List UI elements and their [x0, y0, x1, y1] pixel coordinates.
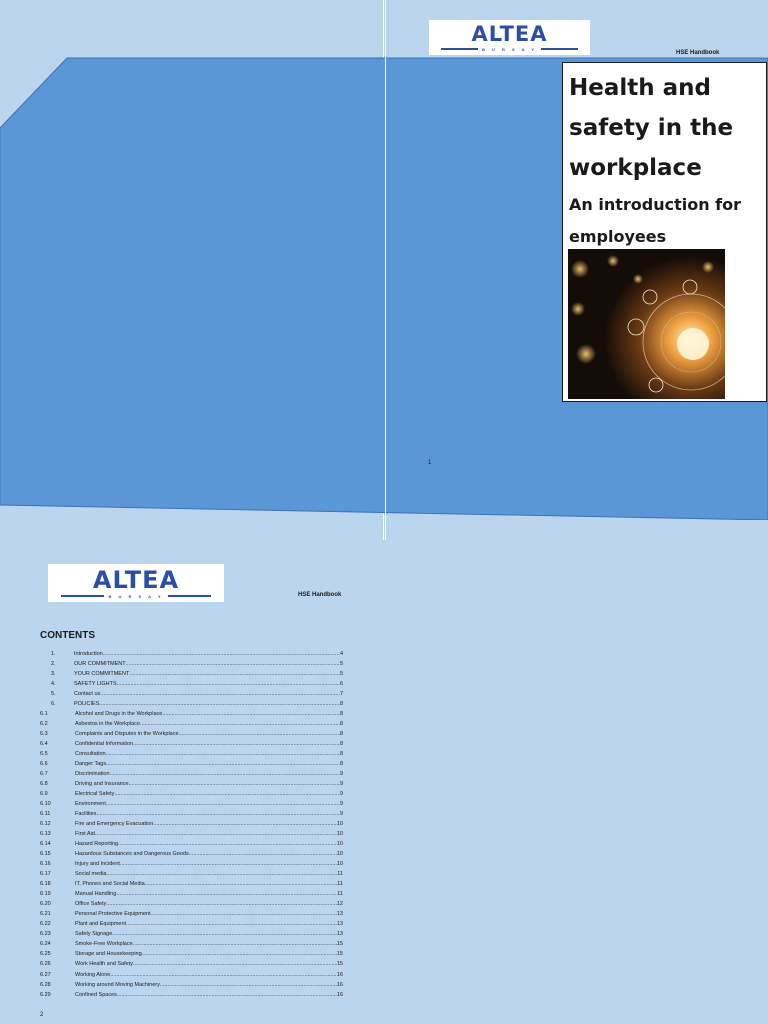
page-number: 1	[428, 460, 432, 466]
toc-entry[interactable]	[40, 809, 343, 819]
cover-title-line: safety in the	[569, 115, 734, 141]
toc-entry-number: 6.24	[40, 941, 51, 948]
logo-tagline	[61, 594, 211, 599]
toc-entry-number: 6.9	[40, 791, 48, 798]
cover-subtitle-line: employees	[569, 227, 667, 246]
toc-entry-title: Asbestos in the Workplace	[75, 721, 141, 728]
logo-tagline	[441, 47, 578, 52]
toc-entry-page: 11	[337, 881, 343, 888]
bokeh-light	[702, 261, 714, 273]
toc-dot-leader	[120, 859, 337, 869]
toc-entry-number: 6.16	[40, 861, 51, 868]
toc-entry[interactable]	[40, 649, 343, 659]
toc-entry-title: Discrimination	[75, 771, 110, 778]
table-of-contents	[40, 649, 343, 1000]
page-divider	[385, 0, 386, 540]
toc-dot-leader	[106, 759, 340, 769]
toc-entry-title: Hazardous Substances and Dangerous Goods	[75, 851, 189, 858]
toc-dot-leader	[116, 889, 337, 899]
toc-entry[interactable]	[40, 839, 343, 849]
toc-entry-number: 6.21	[40, 911, 51, 918]
toc-entry-page: 15	[336, 951, 343, 958]
toc-entry-page: 10	[336, 851, 343, 858]
toc-dot-leader	[112, 929, 337, 939]
toc-entry-number: 6.22	[40, 921, 51, 928]
toc-entry-number: 6.8	[40, 781, 48, 788]
toc-entry-number: 6.3	[40, 731, 48, 738]
toc-dot-leader	[133, 939, 337, 949]
toc-entry-page: 5	[339, 661, 343, 668]
toc-dot-leader	[179, 729, 340, 739]
toc-entry-page: 10	[336, 831, 343, 838]
toc-entry[interactable]	[40, 909, 343, 919]
toc-entry-number: 6.28	[40, 981, 51, 988]
toc-entry-page: 8	[339, 741, 343, 748]
toc-entry-title: Fire and Emergency Evacuation	[75, 821, 154, 828]
toc-entry-title: Danger Tags	[75, 761, 107, 768]
toc-entry-title: OUR COMMITMENT	[74, 661, 126, 668]
toc-entry-page: 12	[336, 901, 343, 908]
toc-entry-number: 6.1	[40, 711, 48, 718]
header-label: HSE Handbook	[298, 592, 342, 598]
toc-dot-leader	[153, 819, 337, 829]
toc-entry-title: Injury and Incident	[75, 861, 120, 868]
toc-entry[interactable]	[40, 679, 343, 689]
toc-entry-number: 6.6	[40, 761, 48, 768]
toc-dot-leader	[114, 789, 340, 799]
contents-logo	[48, 564, 224, 602]
toc-entry-title: Office Safety	[75, 901, 107, 908]
toc-entry-title: Hazard Reporting	[75, 841, 119, 848]
toc-entry[interactable]	[40, 799, 343, 809]
toc-entry[interactable]	[40, 769, 343, 779]
bokeh-light	[571, 302, 585, 316]
toc-entry-number: 6.	[51, 701, 56, 708]
toc-entry[interactable]	[40, 669, 343, 679]
toc-entry-number: 4.	[51, 681, 56, 688]
logo-rule-line	[441, 48, 478, 50]
toc-entry[interactable]	[40, 689, 343, 699]
toc-entry-title: First Aid	[75, 831, 95, 838]
toc-entry-number: 6.18	[40, 881, 51, 888]
toc-dot-leader	[142, 949, 337, 959]
toc-entry-title: Work Health and Safety	[75, 961, 133, 968]
toc-entry-page: 13	[336, 911, 343, 918]
toc-entry[interactable]	[40, 789, 343, 799]
bokeh-light	[576, 344, 596, 364]
toc-entry-title: Alcohol and Drugs in the Workplace	[75, 711, 163, 718]
toc-entry-page: 16	[336, 971, 343, 978]
toc-entry-title: Safety Signage	[75, 931, 113, 938]
toc-entry-number: 1.	[51, 651, 56, 657]
toc-entry-page: 16	[336, 991, 343, 998]
toc-dot-leader	[117, 679, 340, 689]
toc-entry[interactable]	[40, 919, 343, 929]
toc-dot-leader	[118, 839, 337, 849]
toc-entry[interactable]	[40, 719, 343, 729]
toc-entry-title: Storage and Housekeeping	[75, 951, 142, 958]
toc-entry-title: Confidential Information	[75, 741, 134, 748]
toc-entry-number: 6.11	[40, 811, 51, 818]
toc-dot-leader	[140, 719, 340, 729]
toc-dot-leader	[106, 899, 336, 909]
toc-entry-title: Working around Moving Machinery	[75, 981, 160, 988]
contents-heading: CONTENTS	[40, 630, 95, 641]
toc-entry-page: 15	[336, 961, 343, 968]
toc-entry-number: 6.2	[40, 721, 48, 728]
toc-entry[interactable]	[40, 749, 343, 759]
toc-entry-page: 8	[339, 731, 343, 738]
toc-entry[interactable]	[40, 829, 343, 839]
toc-dot-leader	[106, 749, 340, 759]
toc-entry-number: 6.12	[40, 821, 51, 828]
toc-entry[interactable]	[40, 729, 343, 739]
toc-dot-leader	[110, 769, 340, 779]
toc-entry-page: 8	[339, 751, 343, 758]
cover-subtitle-line: An introduction for	[569, 195, 742, 214]
toc-entry-number: 2.	[51, 661, 56, 668]
toc-entry-page: 8	[339, 711, 343, 718]
toc-entry-number: 6.4	[40, 741, 48, 748]
toc-entry[interactable]	[40, 779, 343, 789]
toc-dot-leader	[160, 980, 337, 990]
toc-entry-number: 3.	[51, 671, 56, 678]
toc-entry[interactable]	[40, 939, 343, 949]
toc-entry-page: 9	[339, 811, 343, 818]
bokeh-light	[633, 274, 643, 284]
toc-entry-page: 13	[336, 921, 343, 928]
toc-entry-title: POLICIES	[74, 701, 100, 708]
toc-entry[interactable]	[40, 659, 343, 669]
toc-entry[interactable]	[40, 819, 343, 829]
toc-dot-leader	[103, 649, 340, 659]
toc-entry-page: 4	[339, 651, 343, 657]
toc-dot-leader	[100, 689, 340, 699]
toc-entry[interactable]	[40, 889, 343, 899]
toc-entry-number: 6.15	[40, 851, 51, 858]
toc-dot-leader	[151, 909, 337, 919]
toc-entry-number: 6.17	[40, 871, 51, 878]
toc-entry-page: 10	[336, 821, 343, 828]
toc-entry[interactable]	[40, 759, 343, 769]
toc-entry-title: Smoke-Free Workplace	[75, 941, 133, 948]
toc-entry-number: 6.13	[40, 831, 51, 838]
toc-entry-page: 16	[336, 981, 343, 988]
bokeh-light	[607, 255, 619, 267]
toc-entry-page: 10	[336, 841, 343, 848]
toc-dot-leader	[117, 990, 337, 1000]
toc-entry-title: Facilities	[75, 811, 97, 818]
toc-dot-leader	[129, 669, 340, 679]
toc-entry[interactable]	[40, 739, 343, 749]
toc-entry-page: 9	[339, 801, 343, 808]
toc-entry-page: 10	[336, 861, 343, 868]
toc-entry-title: SAFETY LIGHTS	[74, 681, 117, 688]
toc-entry[interactable]	[40, 949, 343, 959]
toc-dot-leader	[106, 799, 340, 809]
toc-entry-page: 9	[339, 791, 343, 798]
toc-entry-number: 6.20	[40, 901, 51, 908]
toc-entry-number: 6.26	[40, 961, 51, 968]
toc-entry-title: Plant and Equipment	[75, 921, 127, 928]
toc-entry[interactable]	[40, 709, 343, 719]
toc-entry-number: 5.	[51, 691, 56, 698]
toc-entry-number: 6.5	[40, 751, 48, 758]
header-label: HSE Handbook	[676, 50, 720, 56]
toc-entry[interactable]	[40, 859, 343, 869]
toc-entry-title: Personal Protective Equipment	[75, 911, 151, 918]
toc-entry-title: Confined Spaces	[75, 991, 117, 998]
toc-dot-leader	[126, 659, 340, 669]
toc-entry-title: Complaints and Disputes in the Workplace	[75, 731, 179, 738]
cover-title-line: workplace	[569, 155, 702, 181]
toc-dot-leader	[162, 709, 340, 719]
toc-entry-number: 6.27	[40, 971, 51, 978]
logo-tagline-text: B U R S A Y	[481, 46, 538, 52]
toc-entry-page: 9	[339, 781, 343, 788]
toc-dot-leader	[96, 809, 340, 819]
toc-entry[interactable]	[40, 869, 343, 879]
logo-tagline-text: B U R S A Y	[108, 593, 164, 599]
toc-entry[interactable]	[40, 879, 343, 889]
logo-rule-line	[168, 595, 211, 597]
toc-entry-title: Consultation	[75, 751, 106, 758]
toc-entry[interactable]	[40, 699, 343, 709]
toc-entry-page: 6	[339, 681, 343, 688]
toc-dot-leader	[95, 829, 337, 839]
toc-entry[interactable]	[40, 929, 343, 939]
toc-dot-leader	[133, 959, 337, 969]
toc-entry-page: 11	[337, 891, 343, 898]
page-number: 2	[40, 1012, 44, 1018]
toc-dot-leader	[99, 699, 340, 709]
lightbulb-photo	[568, 249, 725, 399]
toc-entry-number: 6.25	[40, 951, 51, 958]
toc-entry-number: 6.14	[40, 841, 51, 848]
toc-entry[interactable]	[40, 980, 343, 990]
toc-entry-title: Introduction	[74, 651, 103, 657]
toc-dot-leader	[129, 779, 340, 789]
toc-entry-page: 8	[339, 761, 343, 768]
toc-dot-leader	[189, 849, 337, 859]
bulb-glow-icon	[677, 328, 709, 360]
toc-entry[interactable]	[40, 970, 343, 980]
toc-entry-page: 11	[337, 871, 343, 878]
toc-dot-leader	[145, 879, 338, 889]
toc-entry[interactable]	[40, 959, 343, 969]
toc-entry-title: IT, Phones and Social Media	[75, 881, 145, 888]
toc-dot-leader	[133, 739, 340, 749]
toc-entry-number: 6.7	[40, 771, 48, 778]
cover-title-line: Health and	[569, 75, 711, 101]
toc-entry-page: 13	[336, 931, 343, 938]
toc-dot-leader	[107, 869, 338, 879]
toc-entry-page: 9	[339, 771, 343, 778]
bokeh-light	[571, 260, 589, 278]
toc-entry[interactable]	[40, 990, 343, 1000]
toc-entry-number: 6.10	[40, 801, 51, 808]
logo-wordmark: ALTEA	[471, 21, 548, 46]
toc-entry-number: 6.19	[40, 891, 51, 898]
logo-rule-line	[541, 48, 578, 50]
logo-rule-line	[61, 595, 104, 597]
toc-entry-page: 5	[339, 671, 343, 678]
toc-entry-title: Electrical Safety	[75, 791, 115, 798]
toc-entry-page: 8	[339, 701, 343, 708]
toc-entry[interactable]	[40, 849, 343, 859]
toc-entry[interactable]	[40, 899, 343, 909]
toc-entry-title: Contact us	[74, 691, 101, 698]
toc-entry-title: Driving and Insurance	[75, 781, 129, 788]
toc-dot-leader	[126, 919, 337, 929]
toc-entry-number: 6.23	[40, 931, 51, 938]
toc-entry-page: 7	[339, 691, 343, 698]
logo-wordmark: ALTEA	[92, 565, 180, 594]
toc-dot-leader	[110, 970, 337, 980]
toc-entry-number: 6.29	[40, 991, 51, 998]
toc-entry-title: Social media	[75, 871, 107, 878]
toc-entry-page: 15	[336, 941, 343, 948]
toc-entry-title: Working Alone	[75, 971, 111, 978]
toc-entry-title: Manual Handling	[75, 891, 117, 898]
toc-entry-page: 8	[339, 721, 343, 728]
cover-logo	[429, 20, 590, 55]
toc-entry-title: Environment	[75, 801, 106, 808]
toc-entry-title: YOUR COMMITMENT	[74, 671, 130, 678]
